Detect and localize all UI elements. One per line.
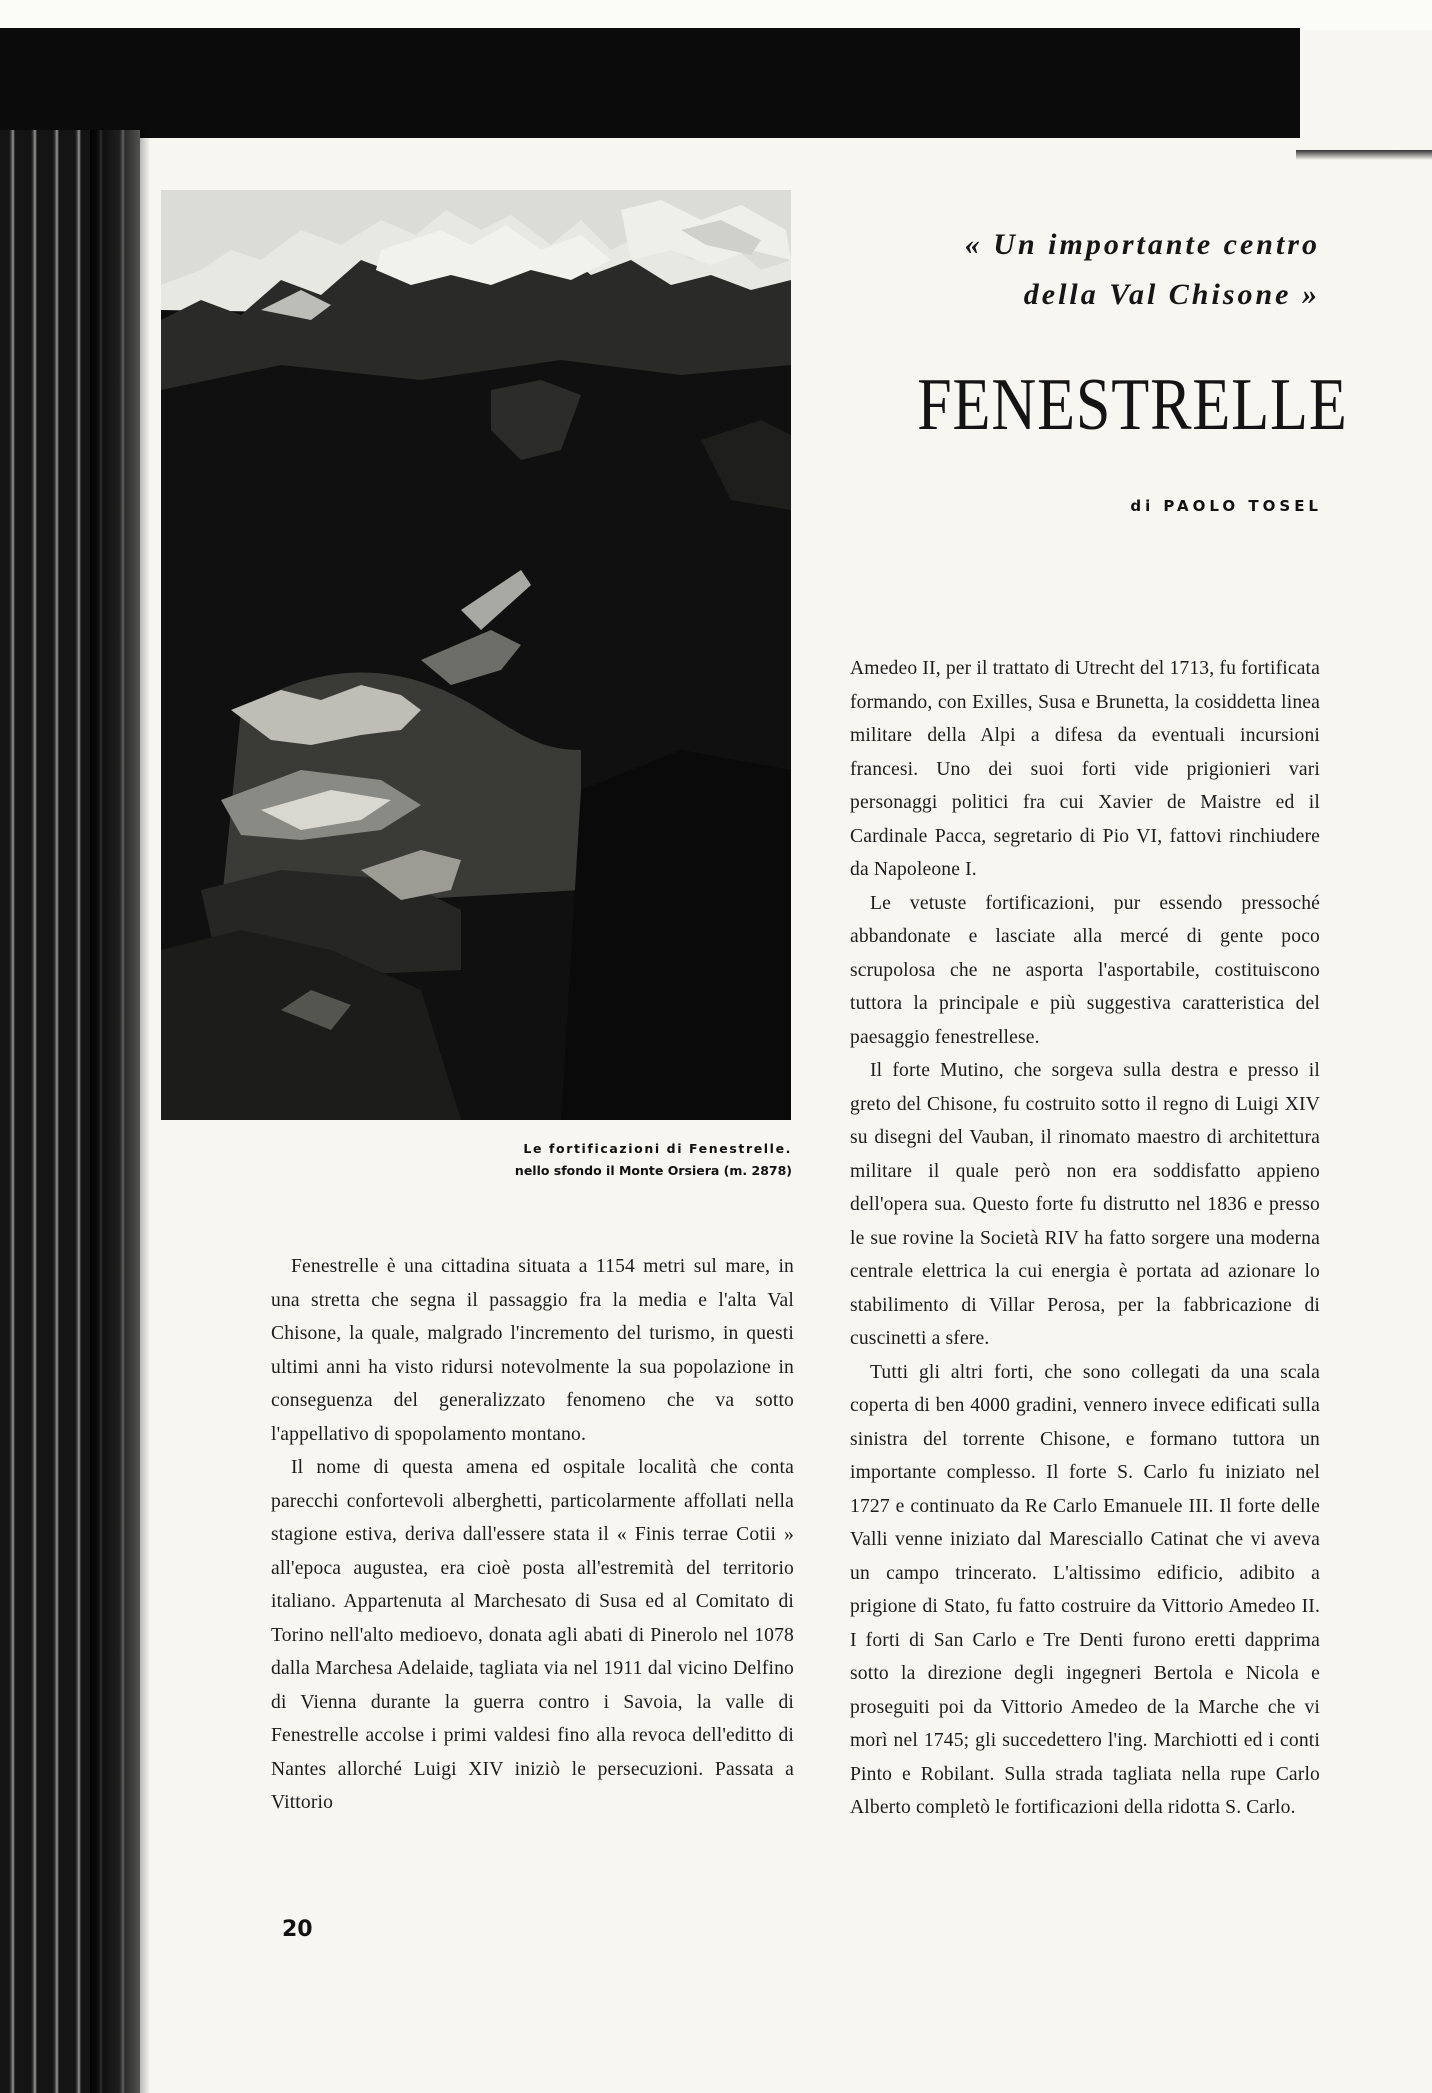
mountain-landscape-image bbox=[161, 190, 791, 1120]
right-text-column bbox=[850, 652, 1320, 1825]
article-title: FENESTRELLE bbox=[917, 364, 1348, 446]
kicker-line-1: « Un importante centro bbox=[964, 228, 1320, 261]
body-paragraph: Fenestrelle è una cittadina situata a 1154 metri sul mare, in una stretta che segna il passaggio fra la media e l'alta Val Chisone, la quale, malgrado l'incremento del turismo, in questi ultimi anni ha visto ridursi notevolmente la sua popolazione in conseguenza del generalizzato fenomeno che va sotto l'appellativo di spopolamento montano. bbox=[271, 1256, 794, 1445]
scan-top-margin bbox=[0, 0, 1432, 30]
gutter-shadow bbox=[140, 130, 150, 2093]
page-number: 20 bbox=[282, 1917, 313, 1942]
fortifications-photo bbox=[161, 190, 791, 1120]
left-text-column bbox=[271, 1250, 794, 1820]
body-paragraph: Amedeo II, per il trattato di Utrecht del 1713, fu fortificata formando, con Exilles, Susa e Brunetta, la cosiddetta linea militare della Alpi a difesa da eventuali incursioni francesi. Uno dei suoi forti vide prigionieri vari personaggi politici fra cui Xavier de Maistre ed il Cardinale Pacca, segretario di Pio VI, fattovi rinchiudere da Napoleone I. bbox=[850, 658, 1320, 880]
caption-line-1: Le fortificazioni di Fenestrelle. bbox=[523, 1141, 792, 1156]
page-stack-shade bbox=[90, 130, 140, 2093]
scan-dark-edge bbox=[0, 28, 1300, 138]
body-paragraph: Il nome di questa amena ed ospitale località che conta parecchi confortevoli alberghetti, particolarmente affollati nella stagione estiva, deriva dall'essere stata il « Finis terrae Cotii » all'epoca augustea, era cioè posta all'estremità del territorio italiano. Appartenuta al Marchesato di Susa ed al Comitato di Torino nell'alto medioevo, donata agli abati di Pinerolo nel 1078 dalla Marchesa Adelaide, tagliata via nel 1911 dal vicino Delfino di Vienna durante la guerra contro i Savoia, la valle di Fenestrelle accolse i primi valdesi fino alla revoca dell'editto di Nantes allorché Luigi XIV iniziò le persecuzioni. Passata a Vittorio bbox=[271, 1457, 794, 1813]
photo-caption bbox=[430, 1138, 792, 1182]
scan-edge-shade bbox=[1296, 150, 1432, 160]
article-kicker bbox=[890, 220, 1320, 320]
body-paragraph: Le vetuste fortificazioni, pur essendo pressoché abbandonate e lasciate alla mercé di gente poco scrupolosa che ne asporta l'asportabile, costituiscono tuttora la principale e più suggestiva caratteristica del paesaggio fenestrellese. bbox=[850, 892, 1320, 1048]
body-paragraph: Tutti gli altri forti, che sono collegati da una scala coperta di ben 4000 gradini, vennero invece edificati sulla sinistra del torrente Chisone, e formano tuttora un importante complesso. Il forte S. Carlo fu iniziato nel 1727 e continuato da Re Carlo Emanuele III. Il forte delle Valli venne iniziato dal Maresciallo Catinat che vi aveva un campo trincerato. L'altissimo edificio, adibito a prigione di Stato, fu fatto costruire da Vittorio Amedeo II. I forti di San Carlo e Tre Denti furono eretti dapprima sotto la direzione degli ingegneri Bertola e Nicola e proseguiti poi da Vittorio Amedeo de la Marche che vi morì nel 1745; gli succedettero l'ing. Marchiotti ed i conti Pinto e Robilant. Sulla strada tagliata nella rupe Carlo Alberto completò le fortificazioni della ridotta S. Carlo. bbox=[850, 1361, 1320, 1818]
body-paragraph: Il forte Mutino, che sorgeva sulla destra e presso il greto del Chisone, fu costruito sotto il regno di Luigi XIV su disegni del Vauban, il rinomato maestro di architettura militare il quale però non era soddisfatto appieno dell'opera sua. Questo forte fu distrutto nel 1836 e presso le sue rovine la Società RIV ha fatto sorgere una moderna centrale elettrica la cui energia è portata ad azionare lo stabilimento di Villar Perosa, per la fabbricazione di cuscinetti a sfere. bbox=[850, 1060, 1320, 1349]
kicker-line-2: della Val Chisone » bbox=[1023, 278, 1320, 311]
article-byline: di PAOLO TOSEL bbox=[1130, 497, 1322, 515]
caption-line-2: nello sfondo il Monte Orsiera (m. 2878) bbox=[514, 1163, 792, 1178]
